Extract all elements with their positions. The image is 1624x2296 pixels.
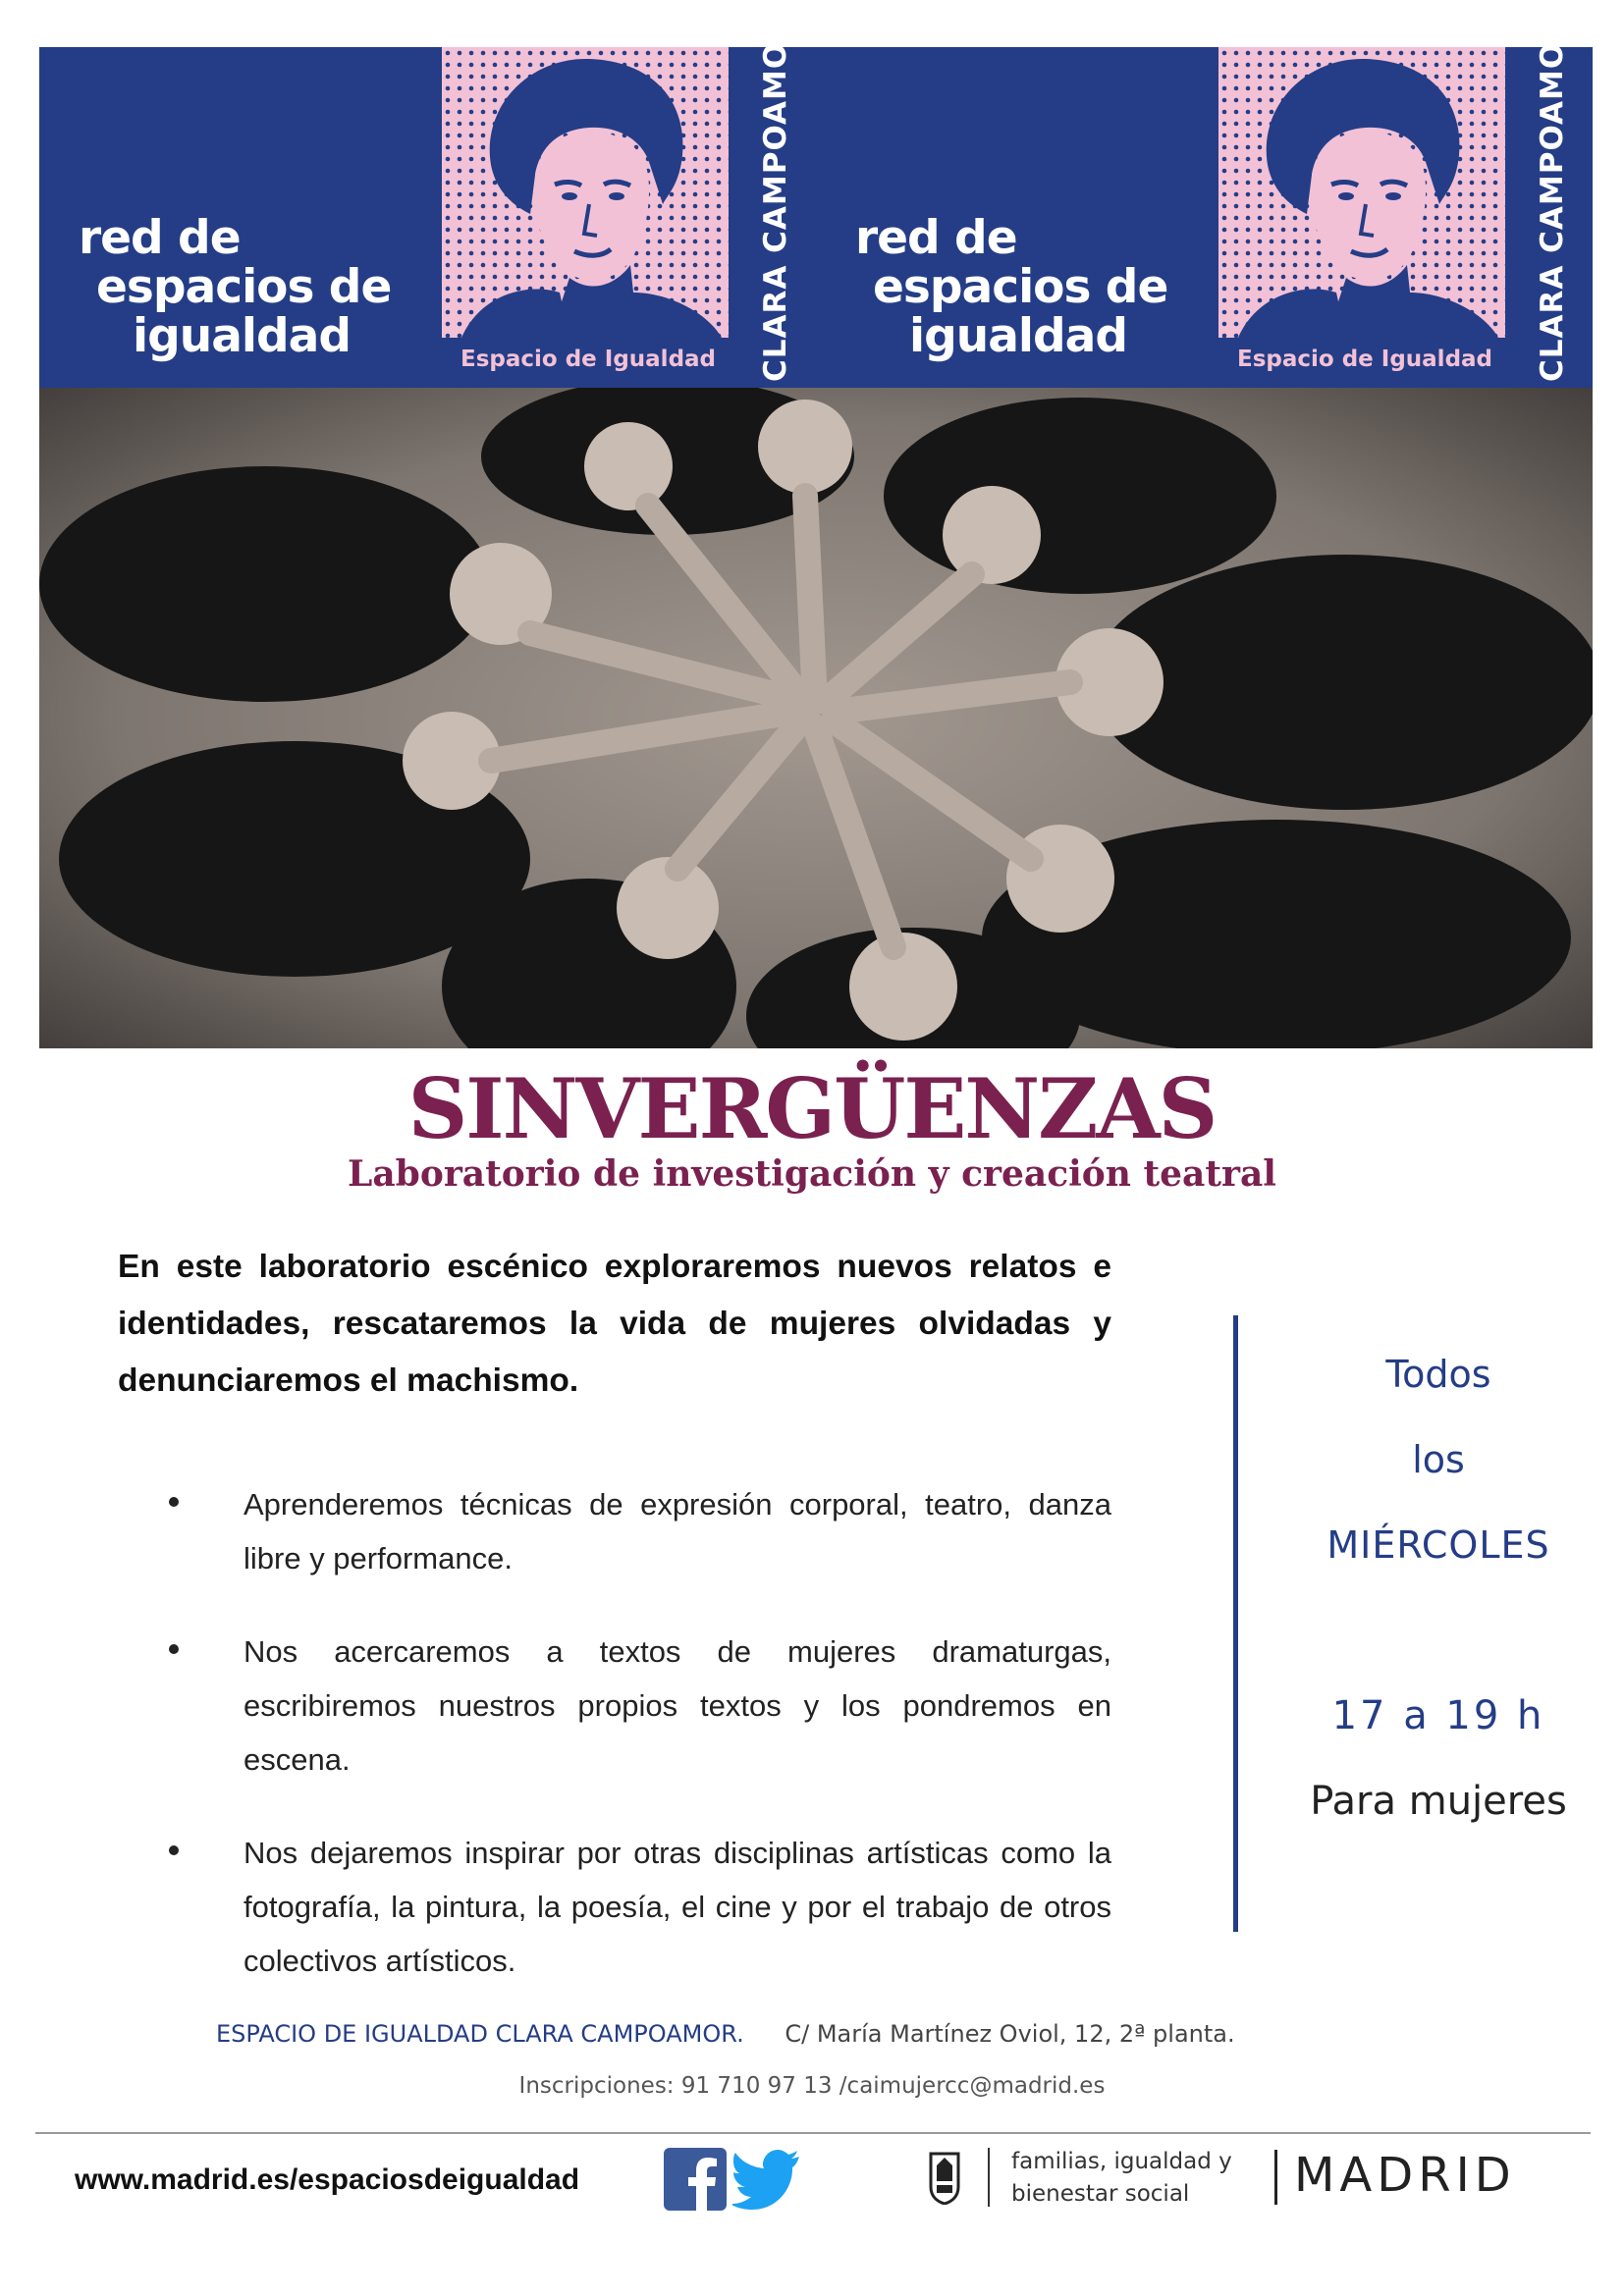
madrid-crest-icon [927, 2150, 962, 2205]
portrait-illustration [442, 47, 729, 338]
poster-title: SINVERGÜENZAS [407, 1060, 1217, 1157]
facebook-icon[interactable] [664, 2148, 727, 2211]
activity-list [118, 1477, 1111, 2027]
logo-line-2: espacios de [96, 260, 392, 314]
portrait-illustration [1218, 47, 1505, 338]
twitter-icon[interactable] [732, 2148, 801, 2211]
logo-separator [988, 2148, 990, 2207]
banner-logo-left [39, 17, 816, 388]
center-name-vertical: CLARA CAMPOAMOR [1535, 17, 1570, 382]
schedule-audience: Para mujeres [1310, 1779, 1567, 1824]
group-photo [39, 388, 1593, 1048]
red-espacios-logo [79, 211, 392, 363]
address-line [216, 2020, 1235, 2048]
list-item: Nos dejaremos inspirar por otras disciplinas artísticas como la fotografía, la pintura, la poesía, el cine y por el trabajo de otros colectivos artísticos. [118, 1826, 1111, 1988]
schedule-time: 17 a 19 h [1331, 1693, 1545, 1738]
logo-line-3: igualdad [133, 309, 352, 363]
organization-name: ESPACIO DE IGUALDAD CLARA CAMPOAMOR. [216, 2020, 744, 2048]
schedule-line-2: los [1412, 1438, 1465, 1481]
schedule-divider [1233, 1315, 1238, 1932]
logo-line-1: red de [79, 211, 241, 265]
espacio-igualdad-label: Espacio de Igualdad [460, 347, 717, 372]
intro-paragraph: En este laboratorio escénico exploraremos nuevos relatos e identidades, rescataremos la vida de mujeres olvidadas y denunciaremos el machismo. [118, 1249, 1111, 1399]
header-banner [39, 17, 1593, 388]
logo-line-3: igualdad [909, 309, 1128, 363]
logo-separator [1274, 2150, 1277, 2205]
madrid-logo: MADRID [1294, 2148, 1516, 2203]
bullet-icon [169, 1644, 179, 1654]
poster-subtitle: Laboratorio de investigación y creación teatral [348, 1153, 1276, 1195]
red-espacios-logo [855, 211, 1168, 363]
logo-line-1: red de [855, 211, 1017, 265]
schedule-day: MIÉRCOLES [1326, 1523, 1550, 1567]
bullet-icon [169, 1497, 179, 1507]
logo-line-2: espacios de [873, 260, 1168, 314]
schedule-line-1: Todos [1385, 1353, 1491, 1396]
registration-info: Inscripciones: 91 710 97 13 /caimujercc@madrid.es [518, 2073, 1106, 2099]
footer-divider [35, 2132, 1591, 2134]
street-address: C/ María Martínez Oviol, 12, 2ª planta. [785, 2020, 1235, 2048]
list-item: Nos acercaremos a textos de mujeres dramaturgas, escribiremos nuestros propios textos y los pondremos en escena. [118, 1625, 1111, 1787]
center-name-vertical: CLARA CAMPOAMOR [758, 17, 793, 382]
list-item: Aprenderemos técnicas de expresión corporal, teatro, danza libre y performance. [118, 1477, 1111, 1585]
department-label: familias, igualdad y bienestar social [1011, 2149, 1232, 2207]
bullet-icon [169, 1845, 179, 1855]
banner-logo-right [816, 17, 1593, 388]
espacio-igualdad-label: Espacio de Igualdad [1236, 347, 1493, 372]
website-link[interactable]: www.madrid.es/espaciosdeigualdad [75, 2163, 580, 2196]
